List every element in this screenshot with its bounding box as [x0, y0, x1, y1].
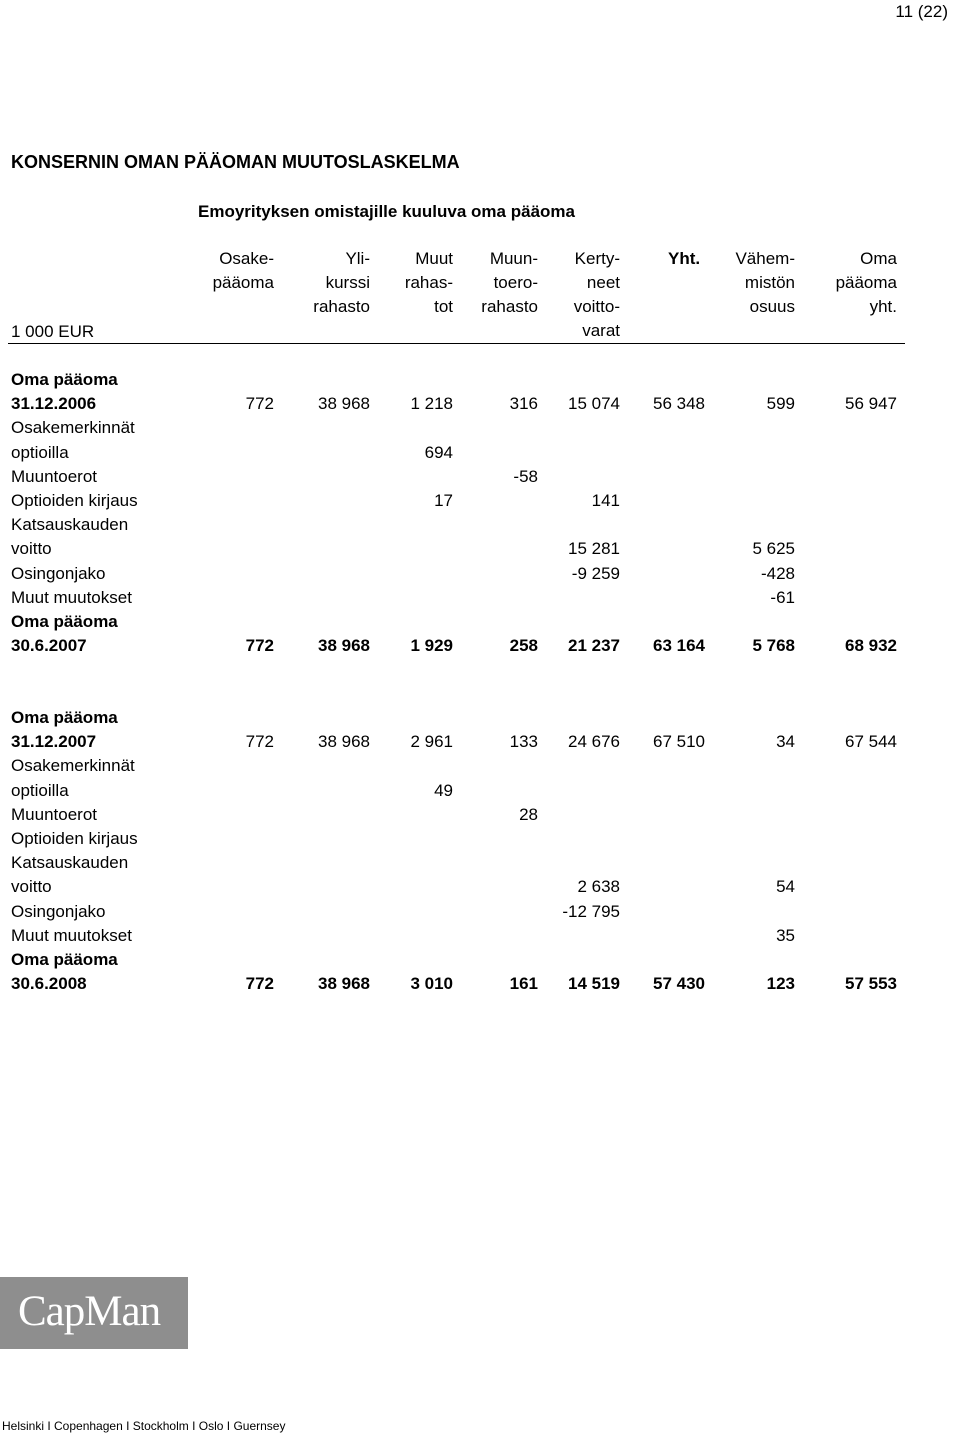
row-label: optioilla	[11, 780, 69, 800]
column-header-4-line-3: rahasto	[481, 297, 538, 316]
table-cell: 599	[766, 394, 795, 414]
table-cell: 56 348	[653, 394, 705, 414]
table-cell: -12 795	[562, 901, 620, 921]
column-header-7-line-2: mistön	[744, 273, 795, 292]
row-label: Osingonjako	[11, 901, 106, 921]
column-header-5-line-2: neet	[586, 273, 620, 292]
row-label: 30.6.2008	[11, 974, 87, 994]
column-header-3-line-2: rahas-	[404, 273, 453, 292]
table-cell: 258	[509, 636, 538, 656]
table-cell: 1 218	[410, 394, 453, 414]
column-header-8-line-1: Oma	[860, 249, 897, 268]
table-cell: 54	[776, 877, 795, 897]
table-cell: 15 281	[568, 539, 620, 559]
column-header-2-line-1: Yli-	[345, 249, 370, 268]
table-cell: 772	[245, 732, 274, 752]
table-cell: 772	[245, 974, 274, 994]
column-header-5-line-3: voitto-	[573, 297, 620, 316]
row-label: Muut muutokset	[11, 925, 132, 945]
column-header-4-line-2: toero-	[493, 273, 538, 292]
column-header-4-line-1: Muun-	[489, 249, 538, 268]
table-cell: 24 676	[568, 732, 620, 752]
column-header-1-line-1: Osake-	[219, 249, 274, 268]
row-label: Muut muutokset	[11, 587, 132, 607]
row-label: Oma pääoma	[11, 950, 118, 969]
table-cell: 57 553	[845, 974, 897, 994]
table-cell: 34	[776, 732, 795, 752]
table-cell: 3 010	[410, 974, 453, 994]
table-cell: 161	[509, 974, 538, 994]
column-header-3-line-1: Muut	[415, 249, 453, 268]
row-label: 31.12.2006	[11, 394, 97, 414]
row-label: Osakemerkinnät	[11, 756, 135, 776]
table-cell: 2 638	[577, 877, 620, 897]
table-cell: 2 961	[410, 732, 453, 752]
table-cell: 38 968	[318, 732, 370, 752]
column-header-3-line-3: tot	[434, 297, 453, 316]
table-cell: 5 768	[752, 636, 795, 656]
table-cell: 17	[434, 491, 453, 510]
page-number: 11 (22)	[895, 2, 948, 21]
row-label: Oma pääoma	[11, 370, 118, 389]
row-label: Osakemerkinnät	[11, 418, 135, 438]
capman-logo	[0, 1277, 188, 1349]
column-header-5-line-1: Kerty-	[574, 249, 620, 268]
table-cell: 67 544	[845, 732, 897, 752]
table-cell: -61	[770, 587, 795, 607]
table-cell: 68 932	[845, 636, 897, 656]
row-label: Oma pääoma	[11, 708, 118, 727]
table-cell: 694	[424, 442, 453, 462]
table-cell: 57 430	[653, 974, 705, 994]
table-cell: -428	[760, 563, 795, 583]
row-label: optioilla	[11, 442, 69, 462]
table-cell: 21 237	[568, 636, 620, 656]
table-cell: 67 510	[653, 732, 705, 752]
table-cell: 38 968	[318, 394, 370, 414]
table-cell: 141	[591, 491, 620, 510]
unit-label: 1 000 EUR	[11, 322, 95, 341]
table-cell: 15 074	[568, 394, 620, 414]
table-cell: 56 947	[845, 394, 897, 414]
group-header: Emoyrityksen omistajille kuuluva oma pääoma	[198, 202, 575, 221]
row-label: Optioiden kirjaus	[11, 491, 138, 510]
table-cell: -58	[513, 466, 538, 486]
row-label: Osingonjako	[11, 563, 106, 583]
column-header-2-line-2: kurssi	[325, 273, 370, 292]
column-header-7-line-3: osuus	[749, 297, 795, 316]
table-cell: 133	[509, 732, 538, 752]
table-cell: 14 519	[568, 974, 620, 994]
table-cell: 772	[245, 636, 274, 656]
table-cell: 123	[766, 974, 795, 994]
table-cell: 63 164	[653, 636, 705, 656]
column-header-7-line-1: Vähem-	[735, 249, 795, 268]
table-cell: -9 259	[571, 563, 620, 583]
table-cell: 28	[519, 804, 538, 824]
row-label: voitto	[11, 539, 52, 559]
column-header-5-line-4: varat	[582, 321, 620, 340]
column-header-8-line-3: yht.	[869, 297, 897, 316]
table-cell: 1 929	[410, 636, 453, 656]
footer-locations: Helsinki I Copenhagen I Stockholm I Oslo I Guernsey	[2, 1419, 286, 1433]
header-divider	[8, 343, 905, 344]
table-cell: 38 968	[318, 974, 370, 994]
table-cell: 5 625	[752, 539, 795, 559]
table-cell: 772	[245, 394, 274, 414]
column-header-8-line-2: pääoma	[835, 273, 897, 292]
row-label: Katsauskauden	[11, 853, 129, 873]
row-label: Katsauskauden	[11, 515, 129, 535]
logo-text: CapMan	[18, 1288, 161, 1335]
row-label: Muuntoerot	[11, 466, 97, 486]
table-cell: 38 968	[318, 636, 370, 656]
row-label: 30.6.2007	[11, 636, 87, 656]
table-cell: 316	[509, 394, 538, 414]
table-cell: 49	[434, 780, 453, 800]
row-label: Optioiden kirjaus	[11, 829, 138, 848]
column-header-2-line-3: rahasto	[313, 297, 370, 316]
row-label: 31.12.2007	[11, 732, 97, 752]
column-header-1-line-2: pääoma	[212, 273, 274, 292]
column-header-6-line-1: Yht.	[668, 249, 701, 268]
row-label: Muuntoerot	[11, 804, 97, 824]
row-label: Oma pääoma	[11, 612, 118, 631]
row-label: voitto	[11, 877, 52, 897]
document-title: KONSERNIN OMAN PÄÄOMAN MUUTOSLASKELMA	[11, 152, 460, 172]
table-cell: 35	[776, 925, 795, 945]
